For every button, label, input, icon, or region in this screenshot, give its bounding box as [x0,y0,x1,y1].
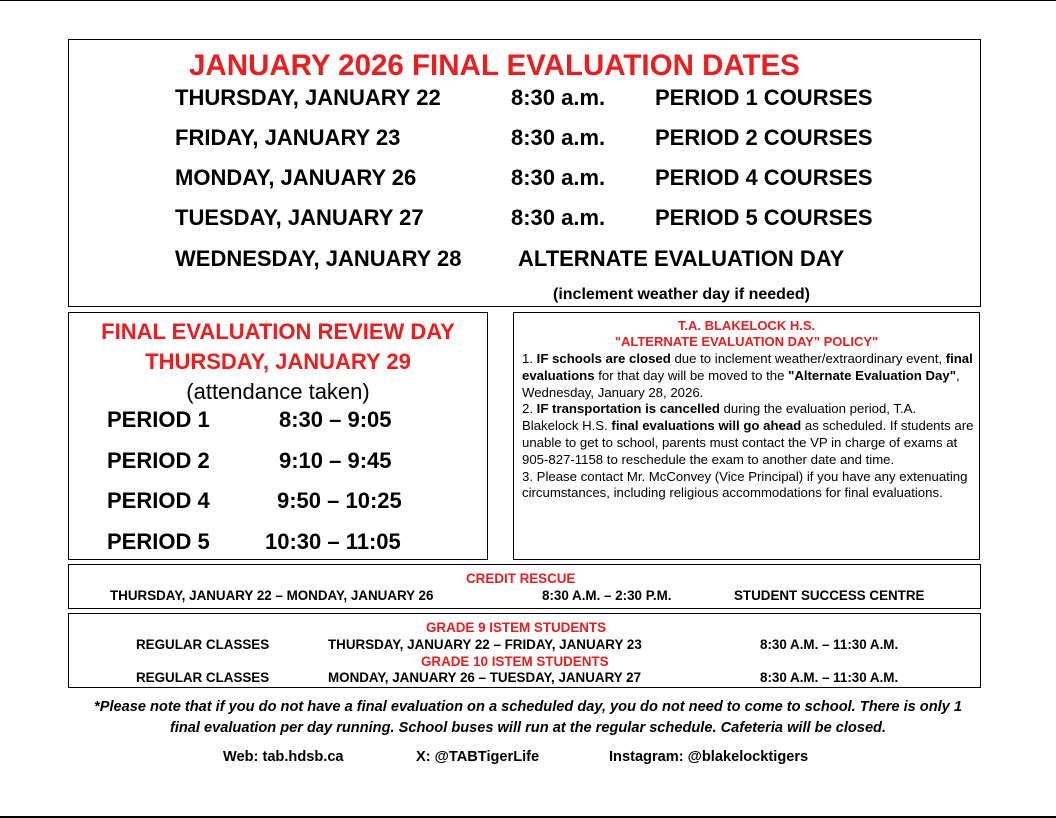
review-period-1-time: 8:30 – 9:05 [279,407,392,432]
grade9-istem-title: GRADE 9 ISTEM STUDENTS [426,620,607,635]
credit-rescue-box [68,564,981,609]
policy-school-name: T.A. BLAKELOCK H.S. [677,318,816,333]
review-period-2-time: 9:10 – 9:45 [279,448,392,473]
credit-rescue-title: CREDIT RESCUE [466,571,576,586]
grade10-label: REGULAR CLASSES [136,670,270,685]
policy-item-1-emphasis-2: final evaluations [522,351,973,383]
policy-item-1-text-1: due to inclement weather/extraordinary event, [670,351,946,366]
footnote-line-2: final evaluation per day running. School buses will run at the regular schedule. Cafeteria will be closed. [169,720,887,736]
policy-item-2-number: 2. [522,401,537,417]
policy-item-1-number: 1. [522,351,537,366]
review-period-4-time: 9:50 – 10:25 [277,488,402,513]
date-row-4-time: 8:30 a.m. [511,205,606,230]
review-day-title: FINAL EVALUATION REVIEW DAY [101,319,455,344]
date-row-1-time: 8:30 a.m. [511,85,606,110]
policy-item-1-emphasis-3: "Alternate Evaluation Day" [788,367,956,383]
policy-item-2 [522,401,974,468]
attendance-note: (attendance taken) [186,379,370,404]
policy-item-1-text-2: for that day will be moved to the [594,367,789,383]
date-row-3-time: 8:30 a.m. [511,165,606,190]
grade9-time: 8:30 A.M. – 11:30 A.M. [760,637,899,652]
policy-item-3: 3. Please contact Mr. McConvey (Vice Principal) if you have any extenuating circumstances, including religious accommodations for final evaluations. [522,468,968,501]
policy-item-2-emphasis-1: IF transportation is cancelled [536,401,720,417]
credit-rescue-location: STUDENT SUCCESS CENTRE [734,588,925,603]
grade10-istem-title: GRADE 10 ISTEM STUDENTS [421,654,609,669]
date-row-3-date: MONDAY, JANUARY 26 [175,165,417,190]
grade9-dates: THURSDAY, JANUARY 22 – FRIDAY, JANUARY 23 [328,637,642,652]
alternate-day-note: (inclement weather day if needed) [553,286,810,303]
grade10-time: 8:30 A.M. – 11:30 A.M. [760,670,899,685]
credit-rescue-dates: THURSDAY, JANUARY 22 – MONDAY, JANUARY 26 [110,588,434,603]
x-handle-link[interactable]: X: @TABTigerLife [416,749,540,765]
date-row-3-courses: PERIOD 4 COURSES [655,165,873,190]
alternate-row-label: ALTERNATE EVALUATION DAY [518,246,845,271]
policy-item-1 [522,351,974,401]
policy-item-2-emphasis-2: final evaluations will go ahead [611,418,802,434]
policy-body [522,351,974,502]
date-row-2-courses: PERIOD 2 COURSES [655,125,873,150]
review-period-2-name: PERIOD 2 [107,448,210,473]
review-period-5-time: 10:30 – 11:05 [265,529,401,554]
page-top-rule [0,0,1056,1]
grade10-dates: MONDAY, JANUARY 26 – TUESDAY, JANUARY 27 [328,670,642,685]
instagram-handle-link[interactable]: Instagram: @blakelocktigers [609,749,809,765]
page-title: JANUARY 2026 FINAL EVALUATION DATES [189,49,800,82]
date-row-4-date: TUESDAY, JANUARY 27 [175,205,424,230]
alternate-day-policy-box [513,312,980,560]
grade9-label: REGULAR CLASSES [136,637,270,652]
review-day-box [68,312,488,560]
policy-item-1-text-3: , Wednesday, January 28, 2026. [522,367,960,400]
evaluation-dates-box [68,39,981,307]
attendance-footnote [40,697,1016,739]
credit-rescue-time: 8:30 A.M. – 2:30 P.M. [542,588,672,603]
istem-box [68,613,981,688]
date-row-2-time: 8:30 a.m. [511,125,606,150]
policy-item-1-emphasis-1: IF schools are closed [536,351,671,366]
date-row-4-courses: PERIOD 5 COURSES [655,205,873,230]
date-row-1-date: THURSDAY, JANUARY 22 [175,85,441,110]
policy-item-2-text-1: during the evaluation period, T.A. Blakelock H.S. [522,401,917,434]
website-link[interactable]: Web: tab.hdsb.ca [223,749,344,765]
alternate-row-date: WEDNESDAY, JANUARY 28 [175,246,462,271]
date-row-2-date: FRIDAY, JANUARY 23 [175,125,401,150]
review-period-4-name: PERIOD 4 [107,488,210,513]
policy-title: "ALTERNATE EVALUATION DAY" POLICY" [614,334,879,349]
review-day-date: THURSDAY, JANUARY 29 [145,349,411,374]
footnote-line-1: *Please note that if you do not have a final evaluation on a scheduled day, you do not need to come to school. There is only 1 [94,699,962,715]
review-period-5-name: PERIOD 5 [107,529,210,554]
policy-item-2-text-2: as scheduled. If students are unable to get to school, parents must contact the VP in charge of exams at 905-827-1158 to reschedule the exam to another date and time. [522,418,974,467]
date-row-1-courses: PERIOD 1 COURSES [655,85,873,110]
review-period-1-name: PERIOD 1 [107,407,210,432]
